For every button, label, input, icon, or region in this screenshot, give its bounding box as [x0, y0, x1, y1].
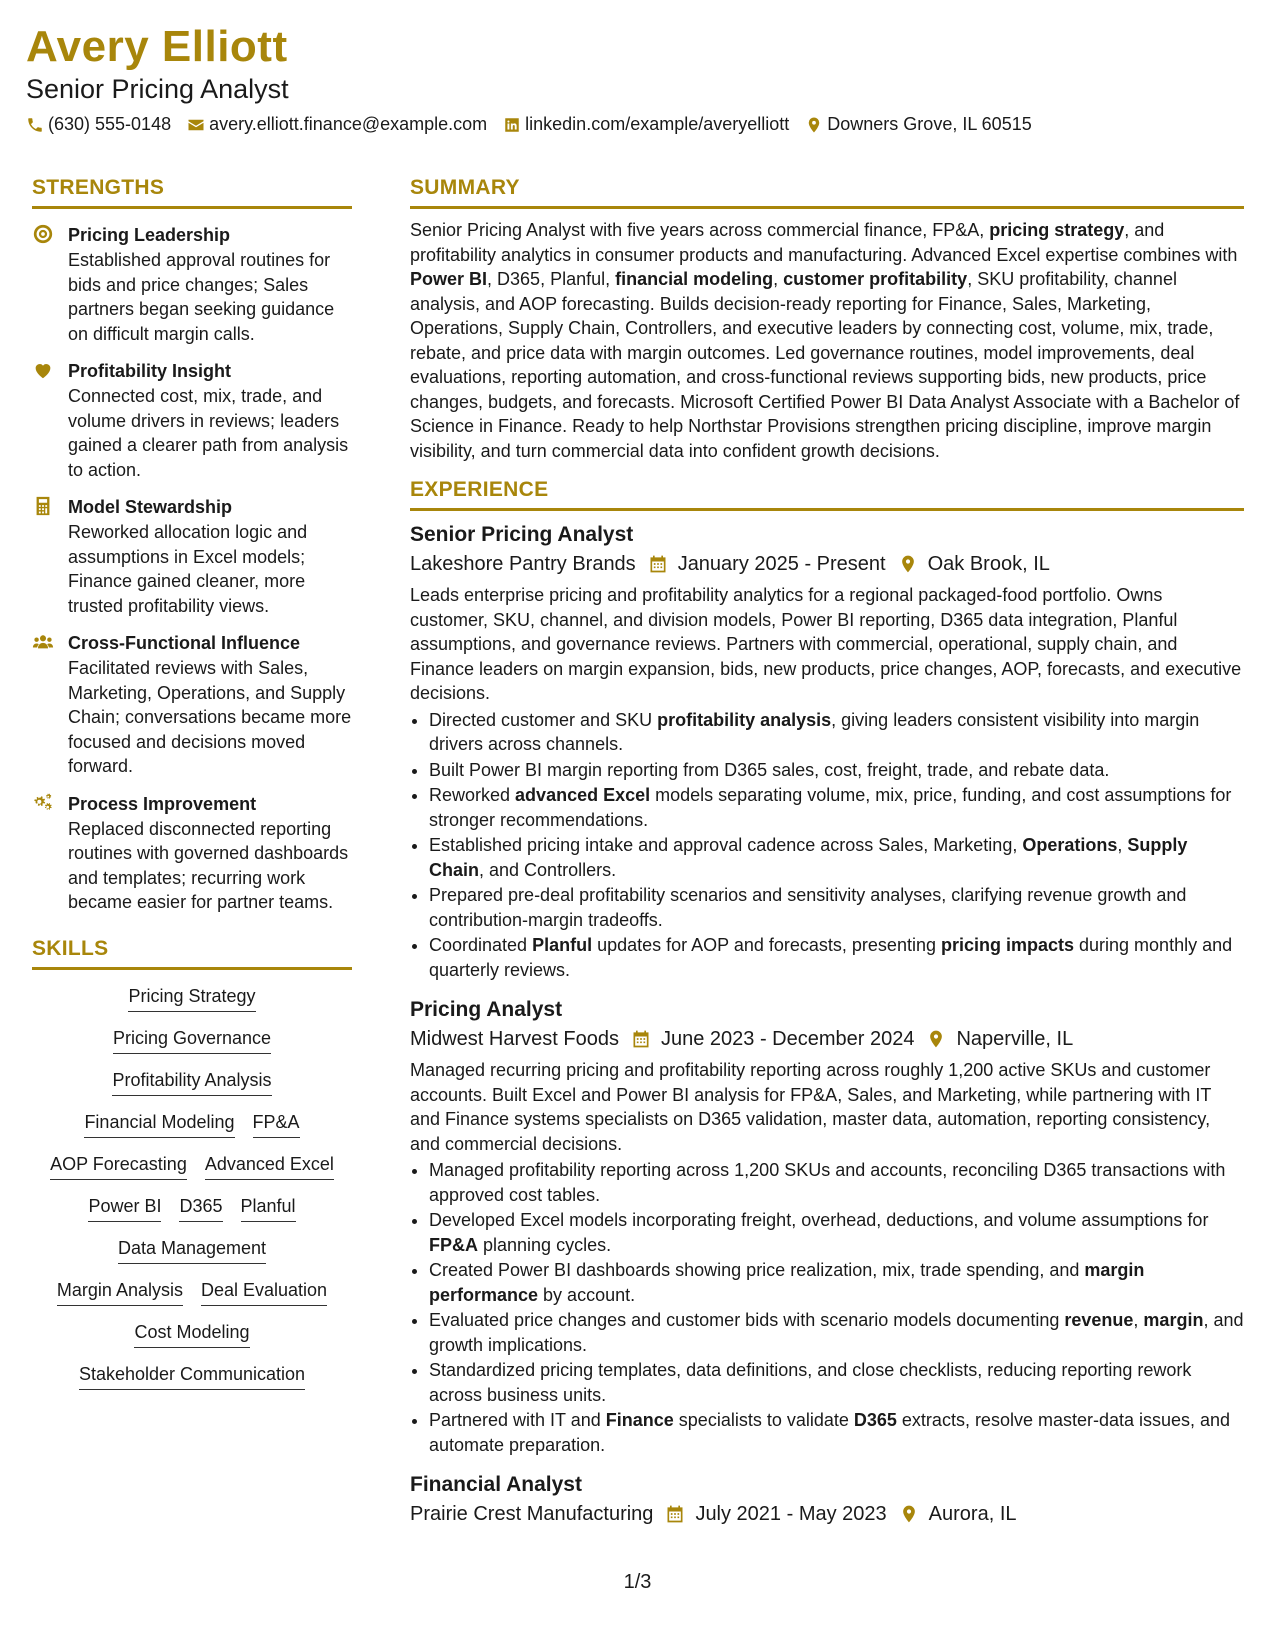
strength-title: Pricing Leadership [68, 225, 231, 245]
job-entry [410, 1471, 1244, 1529]
strengths-list [32, 223, 352, 915]
job-title: Senior Pricing Analyst [410, 523, 634, 546]
calendar-icon [631, 1029, 651, 1049]
bullet-item [429, 1408, 1244, 1457]
job-meta [410, 549, 1244, 579]
text-run: Partnered with IT and [429, 1410, 606, 1430]
bullet-item [429, 1158, 1244, 1207]
heart-icon [32, 359, 54, 381]
text-run: Senior Pricing Analyst with five years across commercial finance, FP&A, [410, 220, 990, 240]
contact-linkedin[interactable] [503, 114, 789, 135]
skill-tag: Power BI [88, 1194, 161, 1222]
job-bullets [410, 708, 1244, 983]
bold-keyword: margin [1143, 1310, 1204, 1330]
phone-icon [26, 116, 44, 134]
summary-text [410, 218, 1244, 463]
text-run: , [773, 269, 784, 289]
job-location: Naperville, IL [956, 1028, 1074, 1050]
text-run: models separating volume, mix, price, funding, and cost assumptions for stronger recommendations. [429, 785, 1232, 830]
skill-tag: Pricing Strategy [128, 984, 255, 1012]
bullet-item [429, 1208, 1244, 1257]
job-dates: June 2023 - December 2024 [660, 1028, 915, 1050]
job-company: Prairie Crest Manufacturing [410, 1503, 654, 1525]
text-run: Standardized pricing templates, data definitions, and close checklists, reducing reporting rework across business units. [429, 1360, 1192, 1405]
skill-tag: Margin Analysis [57, 1278, 183, 1306]
email-text: avery.elliott.finance@example.com [209, 114, 488, 134]
skill-row [32, 1152, 352, 1180]
skill-row [32, 1110, 352, 1138]
bold-keyword: Power BI [410, 269, 488, 289]
strength-text: Connected cost, mix, trade, and volume drivers in reviews; leaders gained a clearer path from analysis to action. [68, 386, 349, 480]
bullet-item [429, 883, 1244, 932]
skill-tag: D365 [179, 1194, 222, 1222]
job-dates: July 2021 - May 2023 [695, 1503, 887, 1525]
text-run: extracts, resolve master-data issues, and automate preparation. [429, 1410, 1231, 1455]
skills-list [32, 984, 352, 1390]
text-run: , D365, Planful, [487, 269, 616, 289]
contact-location [805, 114, 1031, 135]
job-description: Leads enterprise pricing and profitability analytics for a regional packaged-food portfolio. Owns customer, SKU, channel, and division models, Power BI reporting, D365 data integration, Planful assumptions, and governance reviews. Partners with commercial, operational, supply chain, and Finance leaders on margin expansion, bids, new products, price changes, AOP, forecasts, and executive decisions. [410, 585, 1242, 703]
job-title: Financial Analyst [410, 1473, 582, 1496]
bold-keyword: financial modeling [615, 269, 774, 289]
envelope-icon [187, 116, 205, 134]
strength-title: Cross-Functional Influence [68, 633, 301, 653]
summary-heading: SUMMARY [410, 176, 1244, 209]
bullet-item [429, 783, 1244, 832]
skill-row [32, 984, 352, 1012]
skill-row [32, 1026, 352, 1054]
text-run: by account. [538, 1284, 636, 1305]
candidate-role: Senior Pricing Analyst [26, 74, 289, 104]
job-dates: January 2025 - Present [677, 553, 886, 575]
text-run: , SKU profitability, channel analysis, and AOP forecasting. Builds decision-ready reporting for Finance, Sales, Marketing, Operations, Supply Chain, Controllers, and executive leaders by connecting cost, volume, mix, trade, rebate, and price data with margin outcomes. Led governance routines, model improvements, deal evaluations, reporting automation, and cross-functional reviews supporting bids, new products, price changes, budgets, and forecasts. Microsoft Certified Power BI Data Analyst Associate with a Bachelor of Science in Finance. Ready to help Northstar Provisions strengthen pricing discipline, improve margin visibility, and turn commercial data into confident growth decisions. [410, 269, 1240, 461]
skill-row [32, 1320, 352, 1348]
bold-keyword: margin performance [429, 1260, 1145, 1305]
calculator-icon [32, 495, 54, 517]
job-entry [410, 521, 1244, 982]
map-pin-icon [898, 554, 918, 574]
job-description: Managed recurring pricing and profitability reporting across roughly 1,200 active SKUs and customer accounts. Built Excel and Power BI analysis for FP&A, Sales, and Marketing, while partnering with IT and Finance systems specialists on D365 validation, master data, automation, reporting consistency, and commercial decisions. [410, 1060, 1212, 1154]
skill-row [32, 1236, 352, 1264]
target-icon [32, 223, 54, 245]
bullet-item [429, 1358, 1244, 1407]
text-run: , giving leaders consistent visibility into margin drivers across channels. [429, 709, 1200, 754]
experience-heading: EXPERIENCE [410, 478, 1244, 511]
strength-item [32, 792, 352, 915]
bold-keyword: advanced Excel [515, 785, 651, 805]
skill-tag: FP&A [253, 1110, 300, 1138]
bold-keyword: pricing impacts [940, 935, 1075, 955]
job-location: Oak Brook, IL [927, 553, 1050, 575]
text-run: Developed Excel models incorporating freight, overhead, deductions, and volume assumptions for [429, 1210, 1209, 1230]
location-text: Downers Grove, IL 60515 [827, 114, 1032, 134]
job-title: Pricing Analyst [410, 998, 563, 1021]
bullet-item [429, 1258, 1244, 1307]
skills-heading: SKILLS [32, 937, 352, 970]
job-entry [410, 996, 1244, 1457]
strength-text: Facilitated reviews with Sales, Marketing, Operations, and Supply Chain; conversations became more focused and decisions moved forward. [68, 658, 352, 776]
text-run: Established pricing intake and approval cadence across Sales, Marketing, [429, 835, 1023, 855]
strength-item [32, 359, 352, 482]
bold-keyword: revenue [1064, 1310, 1134, 1330]
skill-row [32, 1278, 352, 1306]
gears-icon [32, 792, 54, 814]
bullet-item [429, 1308, 1244, 1357]
bullet-item [429, 933, 1244, 982]
bold-keyword: D365 [853, 1410, 897, 1430]
skill-tag: Pricing Governance [113, 1026, 271, 1054]
strength-item [32, 223, 352, 346]
bold-keyword: Planful [532, 935, 593, 955]
strength-item [32, 631, 352, 779]
contact-bar [26, 114, 1048, 135]
bold-keyword: Supply Chain [429, 835, 1188, 880]
text-run: Managed profitability reporting across 1,200 SKUs and accounts, reconciling D365 transactions with approved cost tables. [429, 1160, 1226, 1205]
text-run: Evaluated price changes and customer bids with scenario models documenting [429, 1310, 1065, 1330]
contact-email[interactable] [187, 114, 487, 135]
strength-title: Profitability Insight [68, 361, 232, 381]
linkedin-text: linkedin.com/example/averyelliott [525, 114, 790, 134]
strength-text: Established approval routines for bids and price changes; Sales partners began seeking guidance on difficult margin calls. [68, 250, 335, 344]
text-run: updates for AOP and forecasts, presenting [592, 935, 941, 955]
bullet-item [429, 708, 1244, 757]
skill-tag: Advanced Excel [205, 1152, 334, 1180]
phone-text: (630) 555-0148 [48, 114, 172, 134]
text-run: Prepared pre-deal profitability scenarios and sensitivity analyses, clarifying revenue growth and contribution-margin tradeoffs. [429, 885, 1187, 930]
strength-text: Reworked allocation logic and assumptions in Excel models; Finance gained cleaner, more trusted profitability views. [68, 522, 308, 616]
job-bullets [410, 1158, 1244, 1457]
text-run: planning cycles. [478, 1234, 612, 1255]
right-column [410, 176, 1244, 1529]
strengths-heading: STRENGTHS [32, 176, 352, 209]
job-company: Lakeshore Pantry Brands [410, 553, 636, 575]
skill-tag: AOP Forecasting [50, 1152, 187, 1180]
strength-title: Model Stewardship [68, 497, 233, 517]
strength-title: Process Improvement [68, 793, 257, 814]
job-meta [410, 1499, 1244, 1529]
text-run: , and profitability analytics in consumer products and manufacturing. Advanced Excel expertise combines with [410, 220, 1238, 265]
skill-tag: Profitability Analysis [112, 1068, 271, 1096]
map-pin-icon [805, 116, 823, 134]
bold-keyword: FP&A [429, 1234, 478, 1255]
bold-keyword: Operations [1022, 835, 1118, 855]
job-meta [410, 1024, 1244, 1054]
job-location: Aurora, IL [928, 1503, 1017, 1525]
text-run: Reworked [429, 785, 516, 805]
experience-list [410, 521, 1244, 1529]
calendar-icon [665, 1504, 685, 1524]
calendar-icon [648, 554, 668, 574]
bullet-item [429, 833, 1244, 882]
bold-keyword: Finance [605, 1410, 674, 1430]
text-run: , and growth implications. [429, 1310, 1244, 1355]
contact-phone [26, 114, 171, 135]
skill-tag: Financial Modeling [84, 1110, 234, 1138]
skill-tag: Cost Modeling [134, 1320, 249, 1348]
skill-tag: Deal Evaluation [201, 1278, 327, 1306]
bold-keyword: pricing strategy [989, 220, 1125, 240]
skill-tag: Stakeholder Communication [79, 1362, 305, 1390]
strength-item [32, 495, 352, 618]
text-run: , [1117, 835, 1128, 855]
skill-tag: Planful [241, 1194, 296, 1222]
users-icon [32, 631, 54, 653]
skill-row [32, 1362, 352, 1390]
text-run: Built Power BI margin reporting from D365 sales, cost, freight, trade, and rebate data. [429, 759, 1110, 780]
bold-keyword: profitability analysis [657, 709, 832, 730]
text-run: during monthly and quarterly reviews. [429, 935, 1233, 980]
bold-keyword: customer profitability [783, 269, 968, 289]
candidate-name: Avery Elliott [26, 22, 288, 71]
text-run: , [1133, 1310, 1144, 1330]
linkedin-icon [503, 116, 521, 134]
text-run: , and Controllers. [479, 859, 617, 880]
text-run: Coordinated [429, 935, 533, 955]
map-pin-icon [926, 1029, 946, 1049]
text-run: Created Power BI dashboards showing price realization, mix, trade spending, and [429, 1260, 1085, 1280]
strength-text: Replaced disconnected reporting routines with governed dashboards and templates; recurring work became easier for partner teams. [68, 818, 349, 912]
text-run: specialists to validate [673, 1410, 854, 1430]
job-company: Midwest Harvest Foods [410, 1028, 619, 1050]
left-column [32, 176, 352, 1404]
page-number: 1/3 [623, 1571, 652, 1593]
skill-row [32, 1068, 352, 1096]
text-run: Directed customer and SKU [429, 709, 658, 730]
skill-tag: Data Management [118, 1236, 266, 1264]
bullet-item [429, 758, 1244, 783]
map-pin-icon [899, 1504, 919, 1524]
skill-row [32, 1194, 352, 1222]
